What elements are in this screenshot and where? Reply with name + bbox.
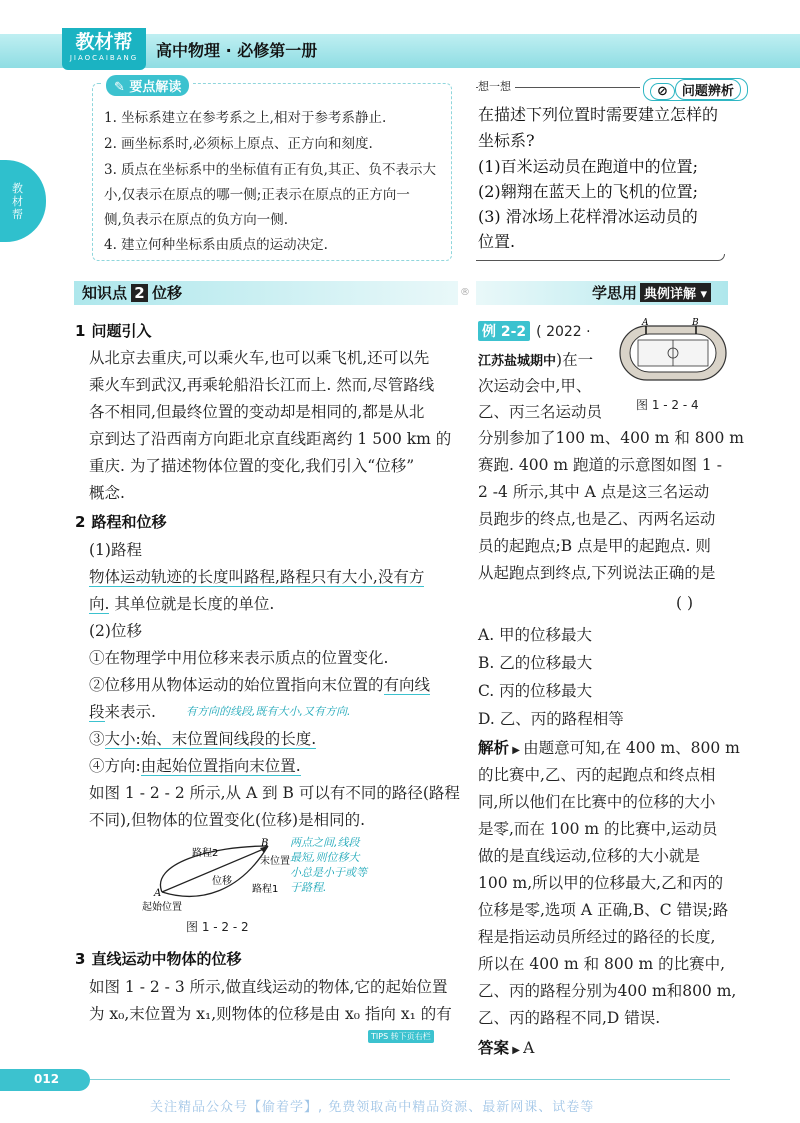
plain-text: ②位移用从物体运动的始位置指向末位置的	[89, 676, 384, 694]
think-line: (1)百米运动员在跑道中的位置;	[478, 157, 699, 176]
figure-caption: 图 1 - 2 - 2	[186, 920, 249, 934]
route2-label: 路程2	[192, 848, 219, 859]
handwritten-note: 有方向的线段,既有大小,又有方向.	[186, 705, 351, 718]
subsection-heading	[75, 511, 166, 532]
figure-track	[618, 318, 728, 390]
paragraph-line	[89, 565, 424, 587]
side-tab	[0, 160, 46, 242]
key-point-line: 侧,负表示在原点的负方向一侧.	[104, 212, 289, 228]
section-name: 位移	[152, 284, 183, 302]
think-bottom-rule	[476, 254, 725, 261]
analysis-line: 乙、丙的路程分别为400 m和800 m,	[478, 982, 737, 1000]
list-item	[89, 673, 430, 695]
section-right-name: 学思用	[592, 284, 638, 302]
route1-label: 路程1	[252, 884, 279, 895]
underlined-text: 段	[89, 703, 105, 721]
analysis-line: 100 m,所以甲的位移最大,乙和丙的	[478, 874, 724, 892]
example-line: 从起跑点到终点,下列说法正确的是	[478, 564, 716, 582]
tips-badge: TIPS 转下页右栏	[368, 1030, 434, 1043]
end-label: 末位置	[260, 856, 290, 867]
subsection-title: 问题引入	[91, 322, 152, 340]
paragraph-line	[89, 592, 274, 614]
plain-text: )在一	[556, 351, 594, 369]
analysis-line: 做的是直线运动,位移的大小就是	[478, 847, 700, 865]
section-right-tag: 典例详解	[644, 287, 697, 302]
sub-heading: (1)路程	[89, 541, 142, 559]
example-line: 乙、丙三名运动员	[478, 403, 603, 421]
underlined-text: 大小:始、末位置间线段的长度.	[104, 730, 317, 748]
key-points-title: 要点解读	[129, 80, 182, 95]
example-number: 例 2-2	[478, 321, 530, 341]
option-c: C. 丙的位移最大	[478, 682, 593, 700]
analysis-label: 解析	[478, 739, 510, 757]
analysis-line: 程是指运动员所经过的路径的长度,	[478, 928, 716, 946]
list-item	[89, 700, 156, 722]
underlined-text: 由起始位置指向末位置.	[140, 757, 301, 775]
subsection-heading	[75, 320, 151, 341]
analysis-line: 乙、丙的路程不同,D 错误.	[478, 1009, 661, 1027]
analysis-line: 的比赛中,乙、丙的起跑点和终点相	[478, 766, 716, 784]
point-b-label: B	[261, 838, 269, 849]
footer-rule	[90, 1079, 730, 1080]
page-number: 012	[34, 1072, 60, 1086]
key-points-label	[102, 75, 193, 96]
answer-label: 答案	[478, 1039, 510, 1057]
think-tag-text: 问题辨析	[675, 79, 741, 100]
subsection-title: 直线运动中物体的位移	[91, 950, 242, 968]
plain-text: ③	[89, 730, 105, 748]
example-line: 分别参加了100 m、400 m 和 800 m	[478, 429, 744, 447]
think-tag	[640, 78, 748, 101]
option-d: D. 乙、丙的路程相等	[478, 710, 624, 728]
paragraph-line: 如图 1 - 2 - 2 所示,从 A 到 B 可以有不同的路径(路程	[89, 784, 460, 802]
option-a: A. 甲的位移最大	[478, 626, 593, 644]
analysis-line	[478, 736, 740, 758]
key-point-line: 3. 质点在坐标系中的坐标值有正有负,其正、负不表示大	[104, 162, 436, 178]
subsection-title: 路程和位移	[91, 513, 167, 531]
example-line: 员的起跑点;B 点是甲的起跑点. 则	[478, 537, 711, 555]
example-line: 员跑步的终点,也是乙、丙两名运动	[478, 510, 716, 528]
option-b: B. 乙的位移最大	[478, 654, 593, 672]
subsection-number: 1	[75, 322, 86, 340]
answer-bracket: ( )	[676, 594, 694, 612]
key-point-line: 小,仅表示在原点的哪一侧;正表示在原点的正方向一	[104, 187, 410, 203]
paragraph-line: 京到达了沿西南方向距北京直线距离约 1 500 km 的	[89, 430, 452, 448]
example-line: 2 -4 所示,其中 A 点是这三名运动	[478, 483, 710, 501]
list-item: ①在物理学中用位移来表示质点的位置变化.	[89, 649, 389, 667]
paragraph-line: 为 x₀,末位置为 x₁,则物体的位移是由 x₀ 指向 x₁ 的有	[89, 1005, 452, 1023]
think-line: 位置.	[478, 232, 516, 251]
key-point-line: 4. 建立何种坐标系由质点的运动决定.	[104, 237, 328, 253]
paragraph-line: 从北京去重庆,可以乘火车,也可以乘飞机,还可以先	[89, 349, 430, 367]
lightbulb-icon: ✎	[114, 80, 130, 95]
section-prefix: 知识点	[82, 284, 128, 302]
section-number: 2	[131, 284, 148, 302]
think-label: 想一想	[478, 78, 515, 94]
fig-note-line: 最短,则位移大	[290, 851, 360, 864]
fig-note-line: 小总是小于或等	[290, 866, 367, 879]
paragraph-line: 重庆. 为了描述物体位置的变化,我们引入“位移”	[89, 457, 415, 475]
example-line: 赛跑. 400 m 跑道的示意图如图 1 -	[478, 456, 722, 474]
think-line: 坐标系?	[478, 131, 535, 150]
paragraph-line: 概念.	[89, 484, 125, 502]
key-point-line: 2. 画坐标系时,必须标上原点、正方向和刻度.	[104, 136, 373, 152]
example-line	[478, 348, 593, 370]
book-title: 高中物理 · 必修第一册	[156, 41, 318, 60]
paragraph-line: 各不相同,但最终位置的变动却是相同的,都是从北	[89, 403, 425, 421]
subsection-number: 2	[75, 513, 86, 531]
example-line: 次运动会中,甲、	[478, 377, 592, 395]
track-point-a: A	[642, 318, 649, 328]
fig-note-line: 于路程.	[290, 881, 327, 894]
analysis-line: 同,所以他们在比赛中的位移的大小	[478, 793, 716, 811]
plain-text: 由题意可知,在 400 m、800 m	[523, 739, 740, 757]
figure-path-displacement	[140, 834, 400, 926]
answer-line	[478, 1036, 534, 1058]
brand-sub: JIAOCAIBANG	[69, 54, 139, 62]
answer-value: A	[523, 1039, 535, 1057]
list-item	[89, 754, 301, 776]
example-tag	[478, 321, 591, 341]
underlined-text: 有向线	[383, 676, 431, 694]
registration-mark-icon: ®	[460, 287, 470, 298]
start-label: 起始位置	[142, 902, 182, 913]
analysis-line: 位移是零,选项 A 正确,B、C 错误;路	[478, 901, 729, 919]
plain-text: ④方向:	[89, 757, 141, 775]
underlined-text: 物体运动轨迹的长度叫路程,路程只有大小,没有方	[89, 568, 425, 586]
underlined-text: 向.	[89, 595, 110, 613]
section-right-title: 学思用 典例详解 ▾	[592, 282, 711, 303]
analysis-line: 是零,而在 100 m 的比赛中,运动员	[478, 820, 718, 838]
paragraph-line: 如图 1 - 2 - 3 所示,做直线运动的物体,它的起始位置	[89, 978, 448, 996]
page-number-tab	[0, 1069, 90, 1091]
triangle-right-icon: ▶	[509, 1045, 524, 1056]
brand-name: 教材帮	[75, 31, 133, 53]
figure-caption: 图 1 - 2 - 4	[636, 398, 699, 412]
plain-text: 其单位就是长度的单位.	[109, 595, 275, 613]
fig-note-line: 两点之间,线段	[290, 836, 360, 849]
think-line: (2)翱翔在蓝天上的飞机的位置;	[478, 182, 699, 201]
point-a-label: A	[154, 888, 162, 899]
think-line: 在描述下列位置时需要建立怎样的	[478, 105, 719, 124]
watermark: 关注精品公众号【偷着学】, 免费领取高中精品资源、最新网课、试卷等	[150, 1100, 595, 1115]
example-source-school: 江苏盐城期中	[478, 354, 557, 369]
brand-logo	[62, 28, 146, 70]
think-line: (3) 滑冰场上花样滑冰运动员的	[478, 207, 698, 226]
paragraph-line: 不同),但物体的位置变化(位移)是相同的.	[89, 811, 365, 829]
displacement-label: 位移	[212, 876, 232, 887]
subsection-heading	[75, 948, 241, 969]
list-item	[89, 727, 316, 749]
track-point-b: B	[692, 318, 699, 328]
section-title	[82, 282, 182, 303]
paragraph-line: 乘火车到武汉,再乘轮船沿长江而上. 然而,尽管路线	[89, 376, 435, 394]
example-source: ( 2022 ·	[536, 324, 591, 340]
analysis-line: 所以在 400 m 和 800 m 的比赛中,	[478, 955, 726, 973]
plain-text: 来表示.	[104, 703, 156, 721]
triangle-right-icon: ▶	[509, 745, 524, 756]
key-point-line: 1. 坐标系建立在参考系之上,相对于参考系静止.	[104, 110, 387, 126]
sub-heading: (2)位移	[89, 622, 142, 640]
subsection-number: 3	[75, 950, 86, 968]
side-tab-label: 教材帮	[12, 182, 23, 221]
check-icon: ⊘	[650, 83, 675, 100]
